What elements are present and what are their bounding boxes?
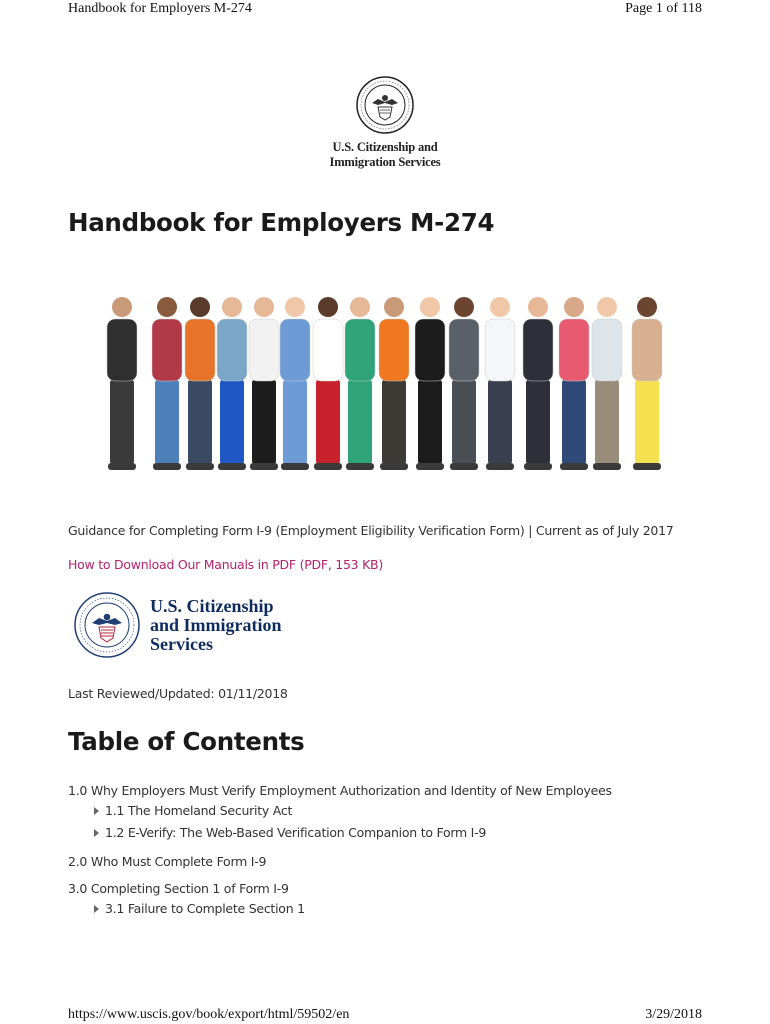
toc-sub-label: 1.1 The Homeland Security Act (105, 803, 293, 818)
person-figure (249, 297, 279, 470)
print-header (68, 1, 702, 17)
person-figure (107, 297, 137, 470)
toc-sub-item[interactable] (68, 898, 708, 920)
print-header-title: Handbook for Employers M-274 (68, 1, 252, 16)
person-figure (632, 297, 662, 470)
person-figure (485, 297, 515, 470)
person-figure (592, 297, 622, 470)
person-figure (415, 297, 445, 470)
person-figure (379, 297, 409, 470)
person-figure (217, 297, 247, 470)
triangle-right-icon (94, 905, 99, 913)
agency-name-low (150, 597, 282, 654)
print-footer-url: https://www.uscis.gov/book/export/html/59502/en (68, 1007, 350, 1022)
triangle-right-icon (94, 829, 99, 837)
page-title: Handbook for Employers M-274 (68, 208, 495, 237)
last-reviewed: Last Reviewed/Updated: 01/11/2018 (68, 686, 288, 701)
agency-name-line: and Immigration (150, 614, 282, 635)
person-figure (280, 297, 310, 470)
print-header-page: Page 1 of 118 (625, 1, 702, 16)
person-figure (185, 297, 215, 470)
diverse-workers-image (92, 285, 684, 480)
triangle-right-icon (94, 807, 99, 815)
dhs-seal-icon (356, 76, 414, 134)
toc-sub-label: 1.2 E-Verify: The Web-Based Verification Companion to Form I-9 (105, 825, 487, 840)
person-figure (449, 297, 479, 470)
agency-name-top (300, 140, 470, 170)
person-figure (523, 297, 553, 470)
agency-name-line: Immigration Services (329, 155, 441, 169)
agency-name-line: U.S. Citizenship (150, 595, 274, 616)
toc-link[interactable]: 1.0 Why Employers Must Verify Employment Authorization and Identity of New Employees (68, 783, 612, 798)
toc-sub-item[interactable] (68, 800, 708, 822)
person-figure (152, 297, 182, 470)
agency-name-line: U.S. Citizenship and (332, 140, 438, 154)
toc-section (68, 853, 708, 871)
person-figure (345, 297, 375, 470)
toc-section (68, 782, 708, 844)
agency-logo-top (300, 76, 470, 170)
guidance-text: Guidance for Completing Form I-9 (Employment Eligibility Verification Form) | Current as of July 2017 (68, 523, 674, 538)
agency-name-line: Services (150, 633, 213, 654)
toc-sub-item[interactable] (68, 822, 708, 844)
table-of-contents (68, 782, 708, 929)
print-footer (68, 1007, 702, 1023)
toc-section (68, 880, 708, 920)
toc-title: Table of Contents (68, 727, 305, 756)
toc-sub-label: 3.1 Failure to Complete Section 1 (105, 901, 305, 916)
dhs-seal-icon (74, 592, 140, 658)
toc-link[interactable]: 3.0 Completing Section 1 of Form I-9 (68, 881, 289, 896)
download-manuals-link[interactable]: How to Download Our Manuals in PDF (PDF, 153 KB) (68, 557, 384, 572)
toc-link[interactable]: 2.0 Who Must Complete Form I-9 (68, 854, 267, 869)
person-figure (559, 297, 589, 470)
person-figure (313, 297, 343, 470)
agency-logo-low (74, 592, 282, 658)
print-footer-date: 3/29/2018 (645, 1007, 702, 1022)
